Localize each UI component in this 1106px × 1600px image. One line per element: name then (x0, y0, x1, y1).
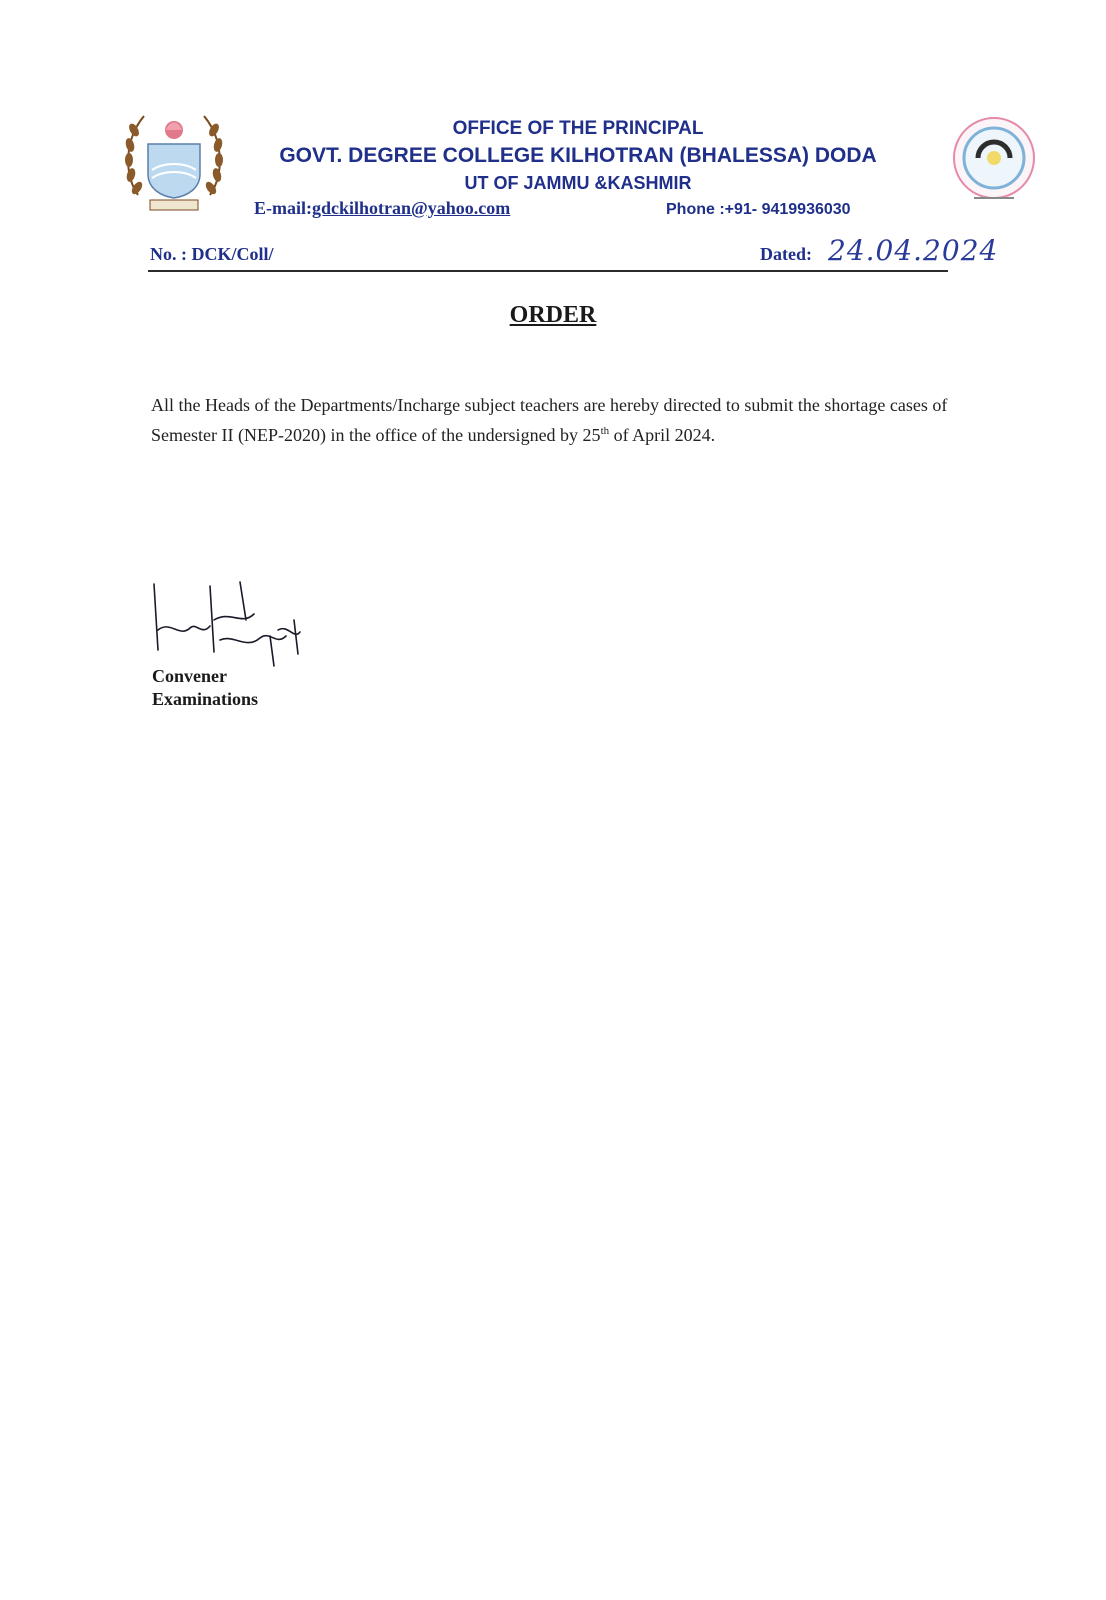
college-name: GOVT. DEGREE COLLEGE KILHOTRAN (BHALESSA) DODA (279, 144, 877, 167)
header-divider (148, 270, 948, 272)
order-body-sup: th (600, 425, 610, 437)
order-body (151, 392, 951, 448)
dated-label: Dated: (760, 244, 812, 264)
ut-name: UT OF JAMMU &KASHMIR (464, 173, 692, 193)
office-heading: OFFICE OF THE PRINCIPAL (452, 118, 704, 139)
phone-number: Phone :+91- 9419936030 (666, 201, 851, 218)
dated-value: 24.04.2024 (828, 234, 999, 267)
reference-number: No. : DCK/Coll/ (150, 244, 274, 264)
email-line (254, 198, 510, 219)
email-label: E-mail: (254, 198, 312, 218)
signatory-department: Examinations (152, 689, 259, 709)
order-body-text: All the Heads of the Departments/Incharge subject teachers are hereby directed to submit the shortage cases of Semester II (NEP-2020) in the office of the undersigned by 25 (151, 395, 948, 445)
signature-icon (150, 580, 310, 680)
order-body-text-end: of April 2024. (609, 425, 716, 445)
order-title: ORDER (509, 302, 597, 328)
email-link[interactable]: gdckilhotran@yahoo.com (312, 198, 511, 218)
signatory-role: Convener (152, 666, 227, 686)
